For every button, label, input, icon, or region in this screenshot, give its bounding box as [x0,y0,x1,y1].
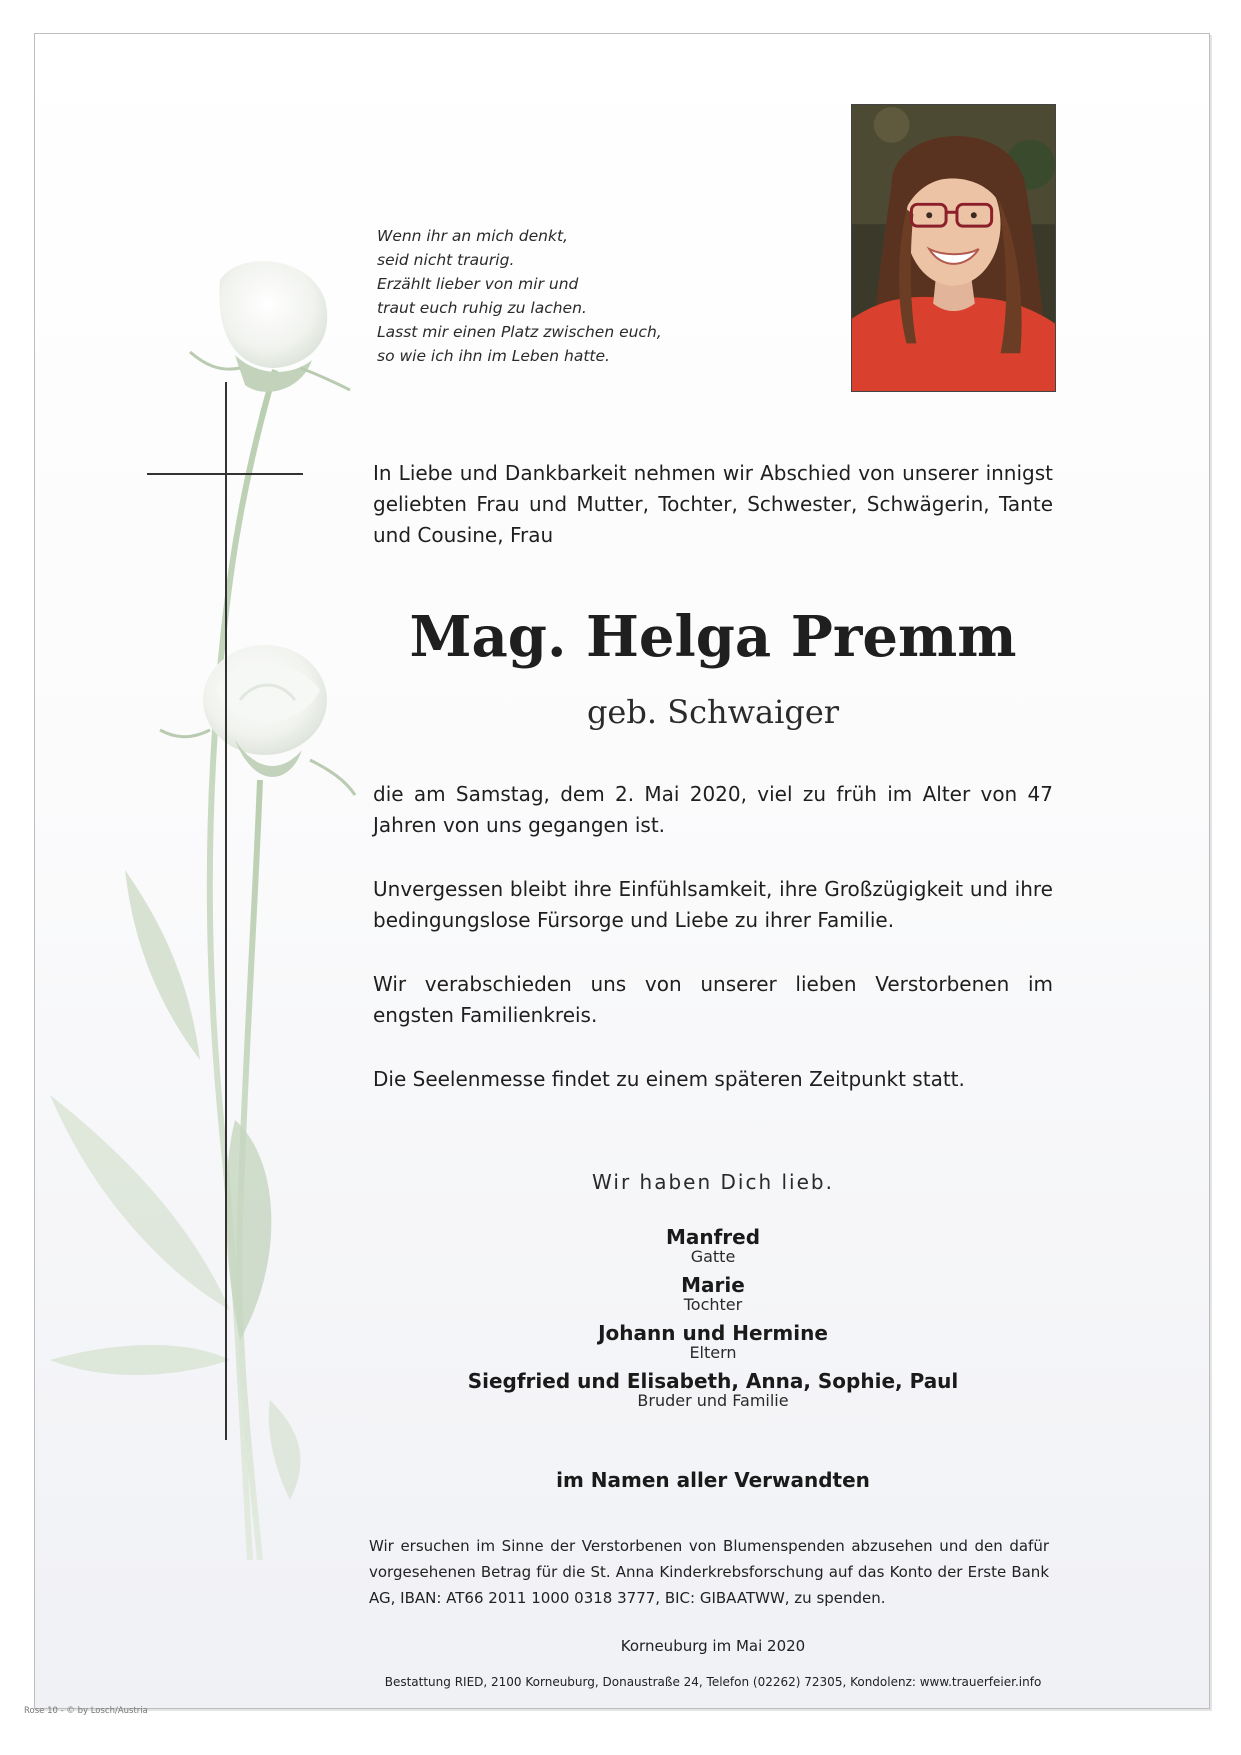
white-rose-illustration [40,260,370,1570]
poem-line: Erzählt lieber von mir und [377,275,579,293]
poem-line: Lasst mir einen Platz zwischen euch, [377,323,662,341]
death-paragraph: die am Samstag, dem 2. Mai 2020, viel zu früh im Alter von 47 Jahren von uns gegangen ist. [373,782,1053,837]
mourner-role: Bruder und Familie [637,1391,789,1410]
mourner-role: Eltern [689,1343,737,1362]
image-credit: Rose 10 - © by Losch/Austria [24,1706,148,1716]
mourners-list [373,1226,1053,1418]
mourner-entry [373,1226,1053,1266]
cross-horizontal-line [147,473,303,475]
mourner-entry [373,1322,1053,1362]
place-date: Korneuburg im Mai 2020 [620,1637,806,1655]
intro-text: In Liebe und Dankbarkeit nehmen wir Abschied von unserer innigst geliebten Frau und Mutter, Tochter, Schwester, Schwägerin, Tante und Cousine, Frau [373,461,1053,547]
mourner-role: Gatte [690,1247,736,1266]
poem-line: seid nicht traurig. [377,251,515,269]
donation-request: Wir ersuchen im Sinne der Verstorbenen von Blumenspenden abzusehen und den dafür vorgesehenen Betrag für die St. Anna Kinderkrebsforschung auf das Konto der Erste Bank AG, IBAN: AT66 2011 1000 0318 3777, BIC: GIBAATWW, zu spenden. [369,1537,1049,1607]
mourner-name: Siegfried und Elisabeth, Anna, Sophie, Paul [467,1369,959,1393]
poem-line: traut euch ruhig zu lachen. [377,299,587,317]
closing-line: Wir haben Dich lieb. [592,1170,834,1194]
mourner-entry [373,1274,1053,1314]
mourner-name: Marie [681,1273,745,1297]
mass-paragraph: Die Seelenmesse findet zu einem späteren Zeitpunkt statt. [373,1067,965,1091]
poem [377,224,662,368]
poem-line: Wenn ihr an mich denkt, [377,227,568,245]
mourner-name: Manfred [665,1225,761,1249]
mourner-entry [373,1370,1053,1410]
poem-line: so wie ich ihn im Leben hatte. [377,347,610,365]
tribute-paragraph: Unvergessen bleibt ihre Einfühlsamkeit, ihre Großzügigkeit und ihre bedingungslose Fürsorge und Liebe zu ihrer Familie. [373,877,1053,932]
mourner-role: Tochter [683,1295,743,1314]
farewell-paragraph: Wir verabschieden uns von unserer lieben Verstorbenen im engsten Familienkreis. [373,972,1053,1027]
cross-vertical-line [225,382,227,1440]
mourner-name: Johann und Hermine [598,1321,828,1345]
deceased-name: Mag. Helga Premm [409,604,1017,670]
funeral-home-info: Bestattung RIED, 2100 Korneuburg, Donaustraße 24, Telefon (02262) 72305, Kondolenz: www.trauerfeier.info [384,1675,1042,1689]
portrait-photo [851,104,1056,392]
maiden-name: geb. Schwaiger [586,693,840,731]
relatives-line: im Namen aller Verwandten [556,1468,870,1492]
